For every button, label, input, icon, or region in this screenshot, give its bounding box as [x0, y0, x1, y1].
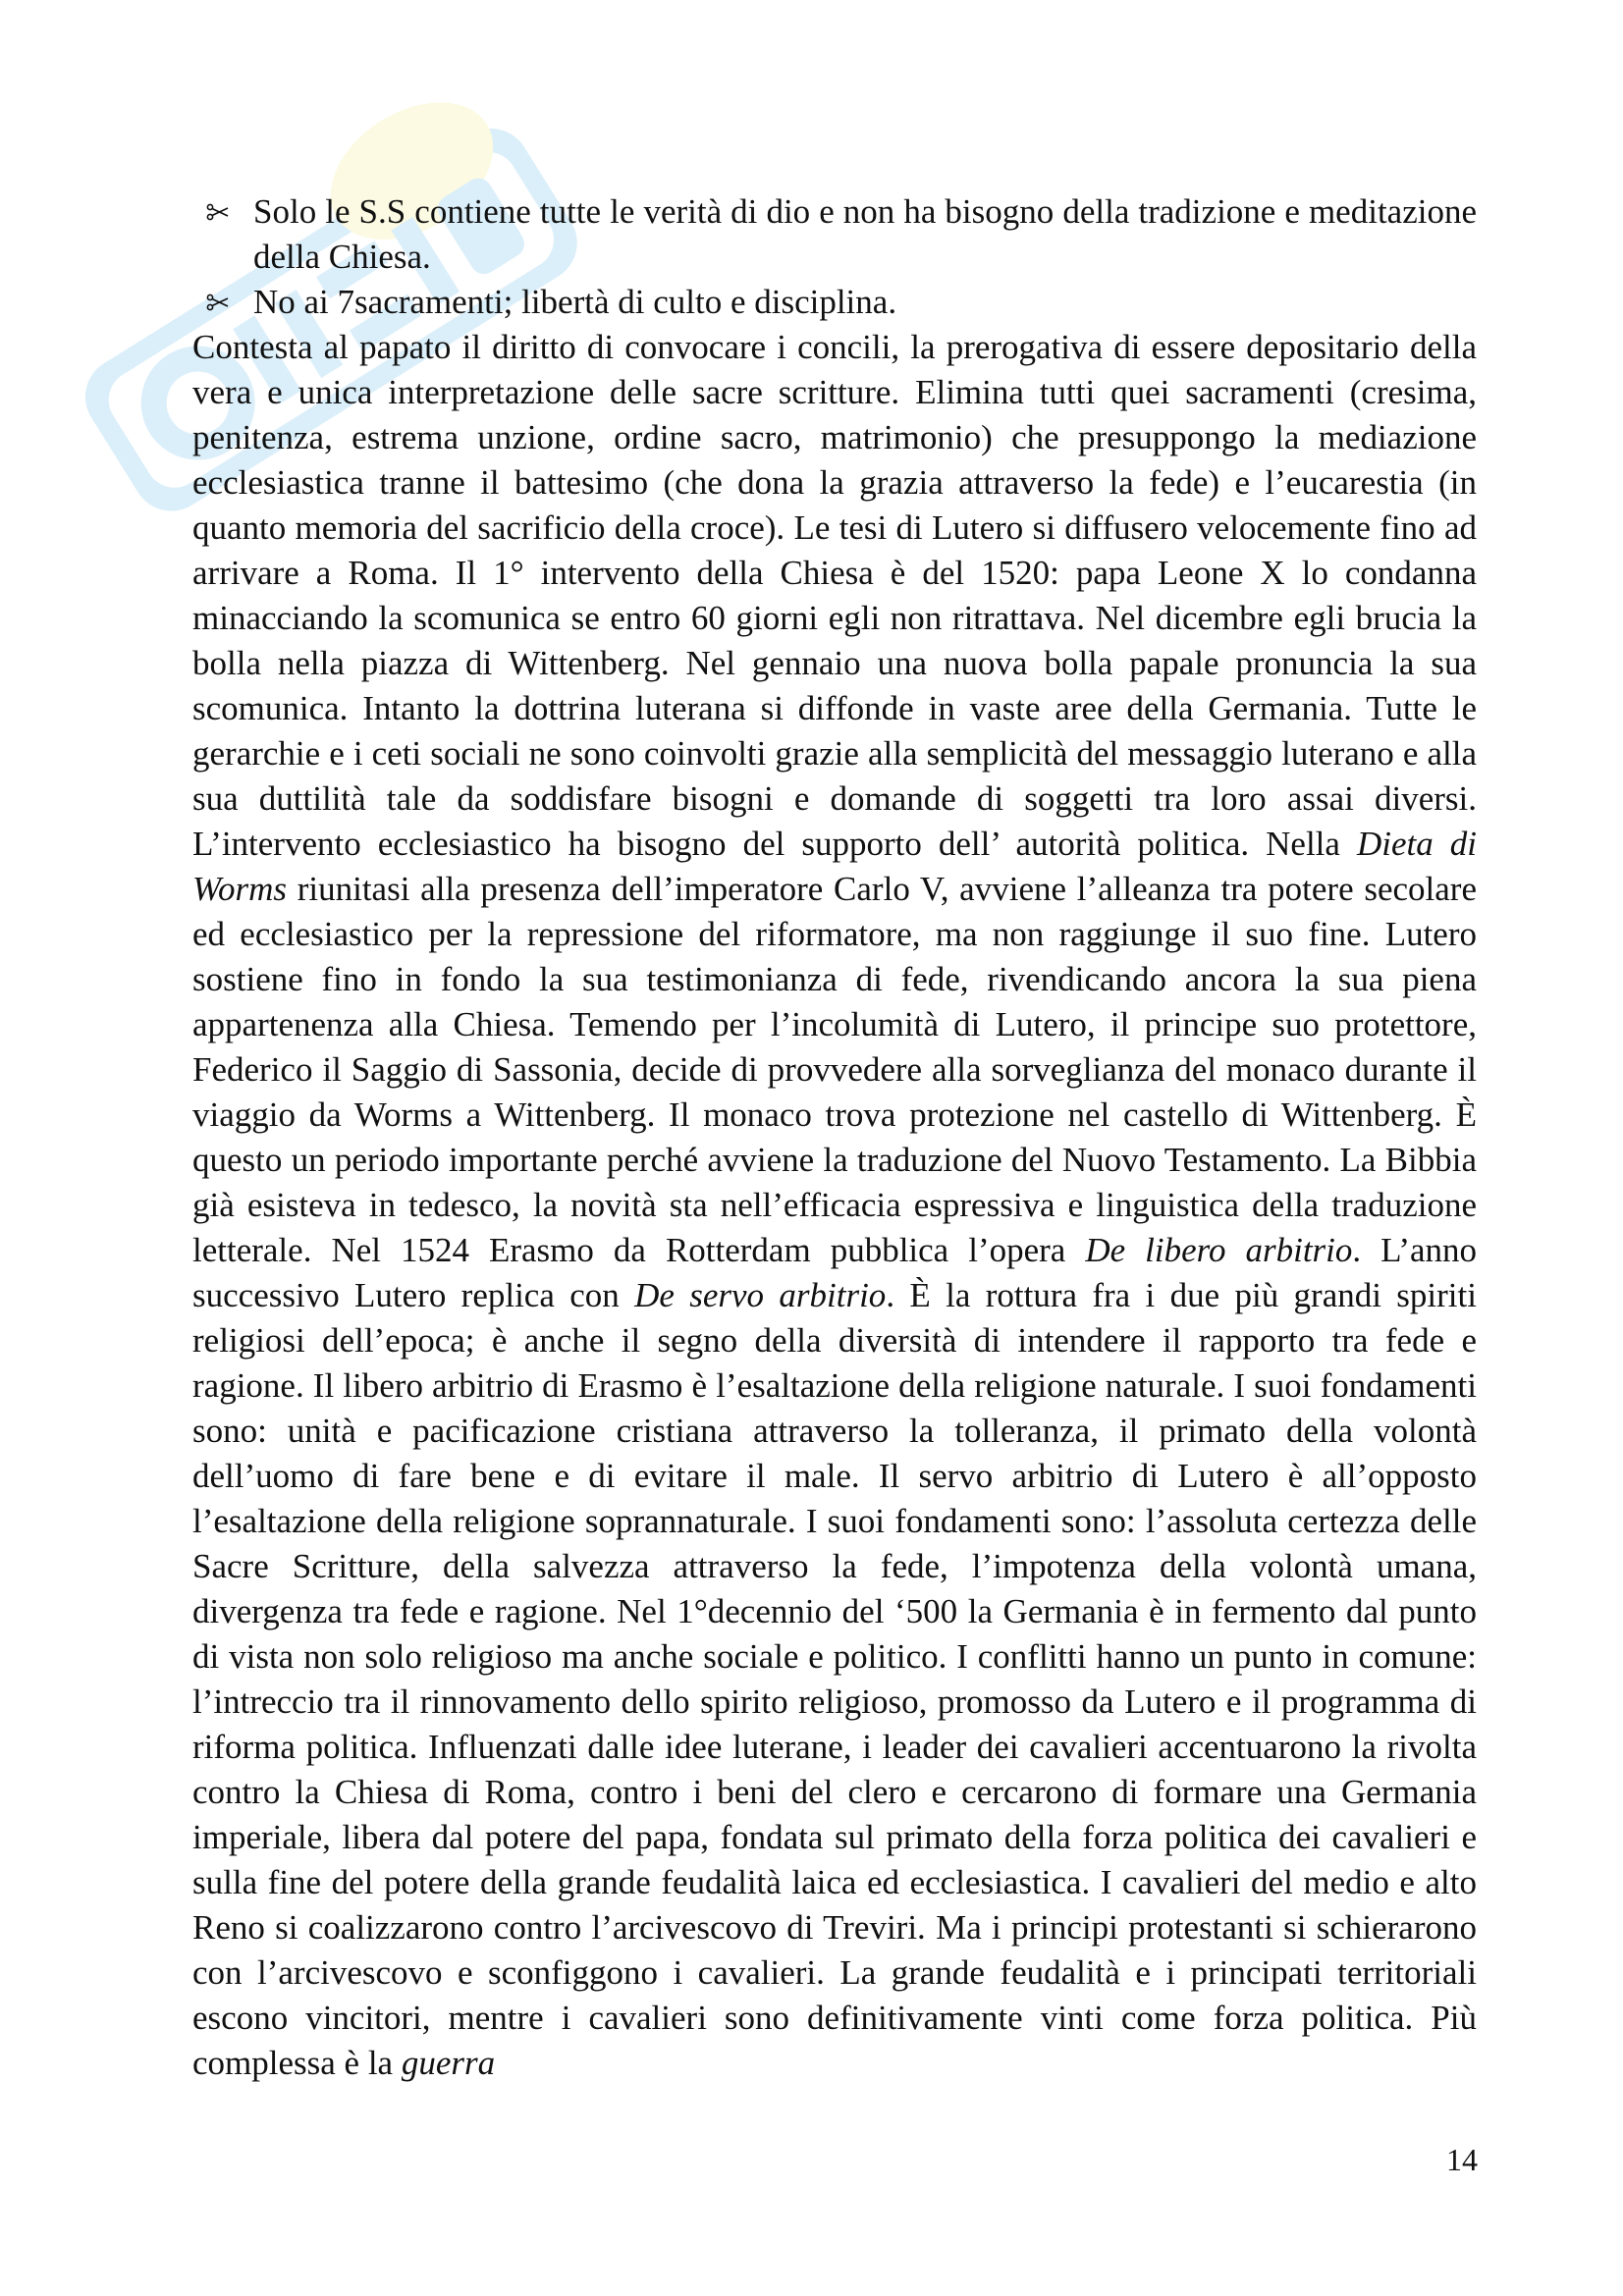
- bullet-item: [192, 280, 1477, 325]
- page-number: 14: [1446, 2142, 1478, 2177]
- scissors-bullet-icon: [206, 294, 230, 311]
- body-paragraph: [192, 325, 1477, 2086]
- paragraph-text: . L’anno successivo Lutero replica con: [192, 1231, 1478, 1314]
- italic-title: De servo arbitrio: [634, 1276, 887, 1314]
- paragraph-text: Contesta al papato il diritto di convocare i concili, la prerogativa di essere depositario della vera e unica interpretazione delle sacre scritture. Elimina tutti quei sacramenti (cresima, penitenza, estrema unzione, ordine sacro, matrimonio) che presuppongo la mediazione ecclesiastica tranne il battesimo (che dona la grazia attraverso la fede) e l’eucarestia (in quanto memoria del sacrificio della croce). Le tesi di Lutero si diffusero velocemente fino ad arrivare a Roma. Il 1° intervento della Chiesa è del 1520: papa Leone X lo condanna minacciando la scomunica se entro 60 giorni egli non ritrattava. Nel dicembre egli brucia la bolla nella piazza di Wittenberg. Nel gennaio una nuova bolla papale pronuncia la sua scomunica. Intanto la dottrina luterana si diffonde in vaste aree della Germania. Tutte le gerarchie e i ceti sociali ne sono coinvolti grazie alla semplicità del messaggio luterano e alla sua duttilità tale da soddisfare bisogni e domande di soggetti tra loro assai diversi. L’intervento ecclesiastico ha bisogno del supporto dell’ autorità politica. Nella: [192, 328, 1477, 863]
- page-body: [192, 189, 1477, 2086]
- bullet-list: [192, 189, 1477, 325]
- italic-title: De libero arbitrio: [1085, 1231, 1353, 1269]
- bullet-item: [192, 189, 1477, 280]
- bullet-text: Solo le S.S contiene tutte le verità di dio e non ha bisogno della tradizione e meditazione della Chiesa.: [253, 192, 1477, 276]
- scissors-bullet-icon: [206, 203, 230, 221]
- bullet-text: No ai 7sacramenti; libertà di culto e disciplina.: [253, 283, 897, 321]
- italic-title: Dieta di Worms: [192, 825, 1477, 908]
- paragraph-text: . È la rottura fra i due più grandi spiriti religiosi dell’epoca; è anche il segno della diversità di intendere il rapporto tra fede e ragione. Il libero arbitrio di Erasmo è l’esaltazione della religione naturale. I suoi fondamenti sono: unità e pacificazione cristiana attraverso la tolleranza, il primato della volontà dell’uomo di fare bene e di evitare il male. Il servo arbitrio di Lutero è all’opposto l’esaltazione della religione soprannaturale. I suoi fondamenti sono: l’assoluta certezza delle Sacre Scritture, della salvezza attraverso la fede, l’impotenza della volontà umana, divergenza tra fede e ragione. Nel 1°decennio del ‘500 la Germania è in fermento dal punto di vista non solo religioso ma anche sociale e politico. I conflitti hanno un punto in comune: l’intreccio tra il rinnovamento dello spirito religioso, promosso da Lutero e il programma di riforma politica. Influenzati dalle idee luterane, i leader dei cavalieri accentuarono la rivolta contro la Chiesa di Roma, contro i beni del clero e cercarono di formare una Germania imperiale, libera dal potere del papa, fondata sul primato della forza politica dei cavalieri e sulla fine del potere della grande feudalità laica ed ecclesiastica. I cavalieri del medio e alto Reno si coalizzarono contro l’arcivescovo di Treviri. Ma i principi protestanti si schierarono con l’arcivescovo e sconfiggono i cavalieri. La grande feudalità e i principati territoriali escono vincitori, mentre i cavalieri sono definitivamente vinti come forza politica. Più complessa è la: [192, 1276, 1477, 2082]
- italic-term: guerra: [401, 2044, 496, 2082]
- paragraph-text: riunitasi alla presenza dell’imperatore Carlo V, avviene l’alleanza tra potere secolare ed ecclesiastico per la repressione del riformatore, ma non raggiunge il suo fine. Lutero sostiene fino in fondo la sua testimonianza di fede, rivendicando ancora la sua piena appartenenza alla Chiesa. Temendo per l’incolumità di Lutero, il principe suo protettore, Federico il Saggio di Sassonia, decide di provvedere alla sorveglianza del monaco durante il viaggio da Worms a Wittenberg. Il monaco trova protezione nel castello di Wittenberg. È questo un periodo importante perché avviene la traduzione del Nuovo Testamento. La Bibbia già esisteva in tedesco, la novità sta nell’efficacia espressiva e linguistica della traduzione letterale. Nel 1524 Erasmo da Rotterdam pubblica l’opera: [192, 870, 1477, 1269]
